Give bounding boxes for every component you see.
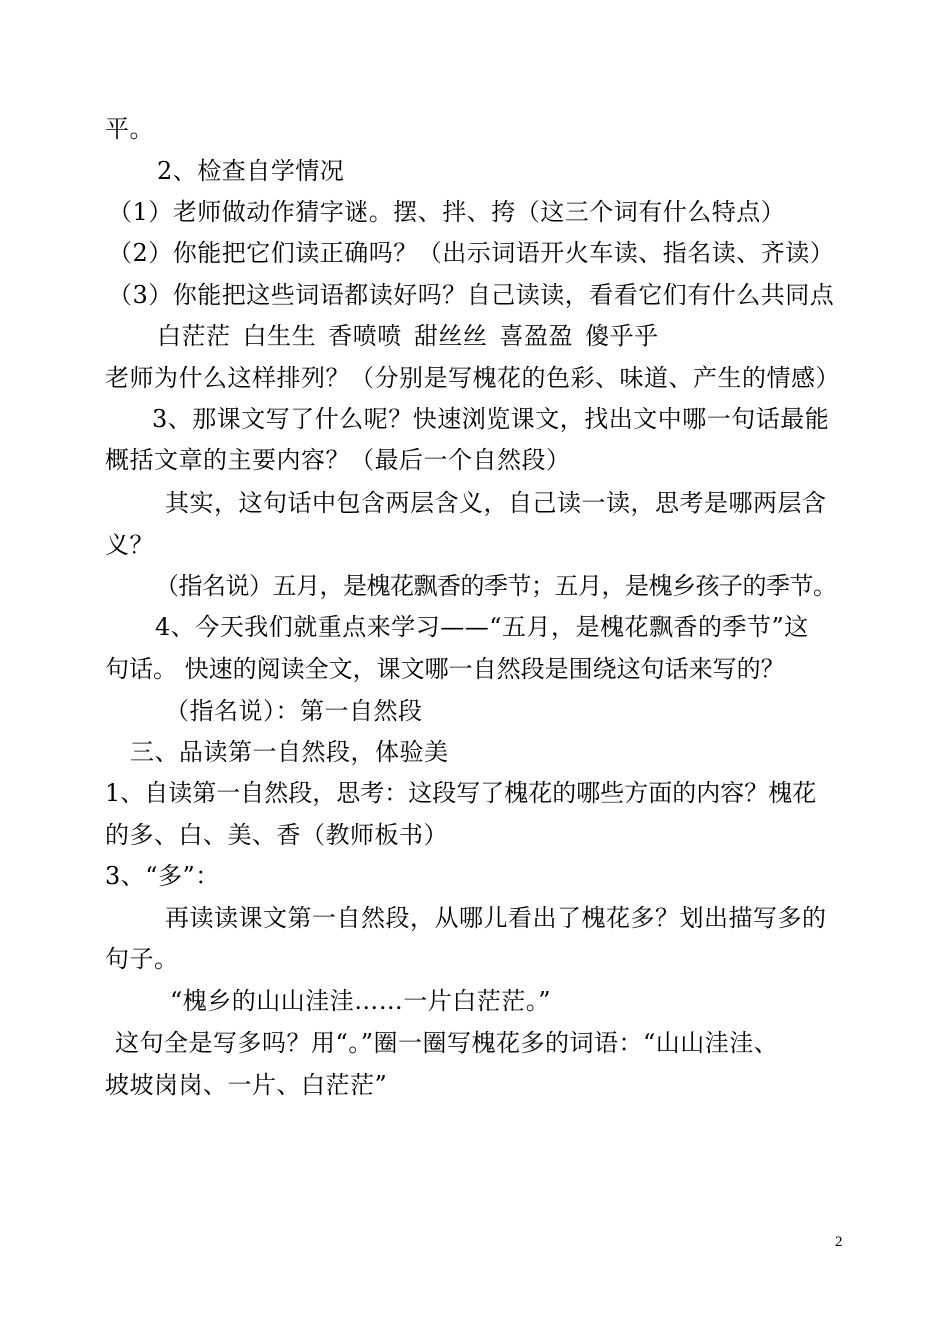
text-line: 句话。 快速的阅读全文，课文哪一自然段是围绕这句话来写的？	[105, 655, 785, 683]
section-heading: 3、“多”：	[105, 862, 220, 890]
text-line: 1、自读第一自然段，思考：这段写了槐花的哪些方面的内容？槐花	[105, 779, 817, 807]
page-number: 2	[835, 1234, 843, 1250]
text-line: （3）你能把这些词语都读好吗？自己读读，看看它们有什么共同点	[108, 281, 835, 309]
text-line: （指名说）：第一自然段	[165, 697, 423, 725]
text-line: 这句全是写多吗？用“。”圈一圈写槐花多的词语：“山山洼洼、	[115, 1029, 779, 1057]
text-line: 老师为什么这样排列？（分别是写槐花的色彩、味道、产生的情感）	[105, 364, 840, 392]
section-heading: 4、今天我们就重点来学习——“五月，是槐花飘香的季节”这	[155, 613, 809, 641]
text-line: 再读读课文第一自然段，从哪儿看出了槐花多？划出描写多的	[165, 904, 827, 932]
text-line: 其实，这句话中包含两层含义，自己读一读，思考是哪两层含	[165, 489, 827, 517]
word-list: 白茫茫 白生生 香喷喷 甜丝丝 喜盈盈 傻乎乎	[157, 322, 659, 350]
text-line: 坡坡岗岗、一片、白茫茫”	[105, 1071, 388, 1099]
section-heading: 三、品读第一自然段，体验美	[130, 738, 449, 766]
text-line: 概括文章的主要内容？（最后一个自然段）	[105, 446, 571, 474]
text-line: （2）你能把它们读正确吗？（出示词语开火车读、指名读、齐读）	[108, 239, 835, 267]
text-line: （1）老师做动作猜字谜。摆、拌、挎（这三个词有什么特点）	[108, 198, 786, 226]
text-line: 的多、白、美、香（教师板书）	[105, 821, 448, 849]
text-line: 平。	[105, 115, 154, 143]
text-line: 句子。	[105, 945, 179, 973]
text-line: 义？	[105, 531, 154, 559]
section-heading: 2、检查自学情况	[157, 157, 345, 185]
section-heading: 3、那课文写了什么呢？快速浏览课文，找出文中哪一句话最能	[152, 405, 830, 433]
text-line: （指名说）五月，是槐花飘香的季节；五月，是槐乡孩子的季节。	[155, 572, 837, 600]
quote-line: “槐乡的山山洼洼……一片白茫茫。”	[170, 987, 552, 1015]
